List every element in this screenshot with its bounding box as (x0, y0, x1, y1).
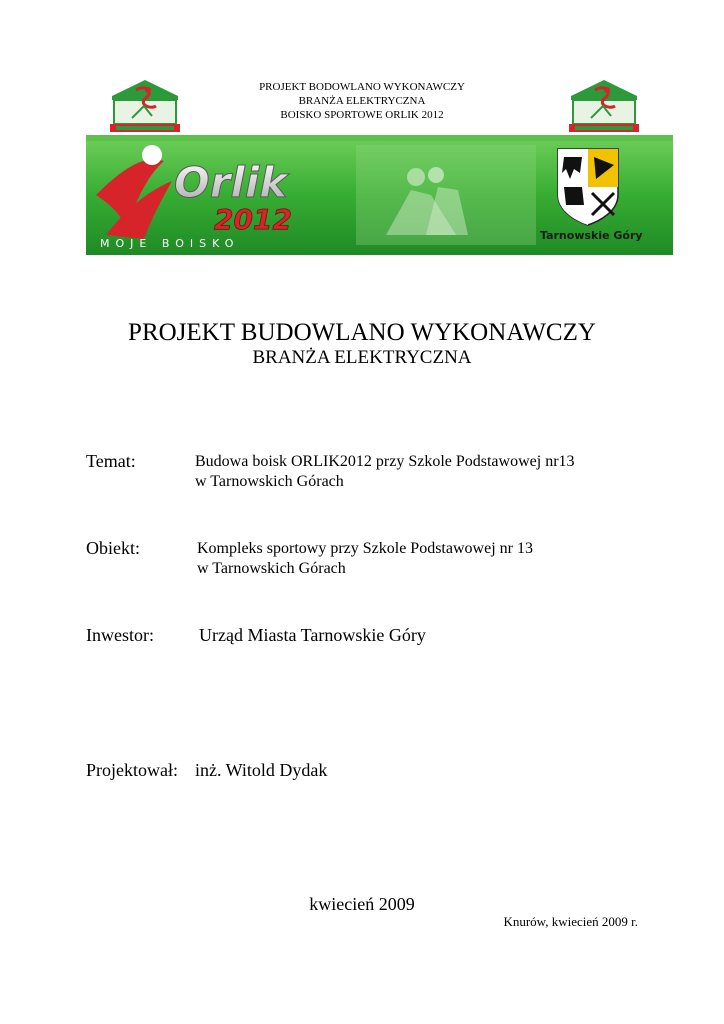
header-line-2: BRANŻA ELEKTRYCZNA (298, 95, 426, 107)
temat-label: Temat: (86, 451, 136, 471)
banner-tagline: MOJE BOISKO (100, 237, 240, 250)
banner-city: Tarnowskie Góry (540, 229, 643, 242)
header-line-1: PROJEKT BODOWLANO WYKONAWCZY (259, 81, 465, 93)
inwestor-value: Urząd Miasta Tarnowskie Góry (199, 625, 426, 645)
document-date: kwiecień 2009 (309, 894, 415, 914)
projektowal-value: inż. Witold Dydak (195, 760, 328, 780)
obiekt-value-line-1: Kompleks sportowy przy Szkole Podstawowej nr 13 (197, 540, 533, 557)
temat-value-line-2: w Tarnowskich Górach (195, 473, 344, 490)
orlik-small-logo-left (106, 78, 184, 136)
temat-value-line-1: Budowa boisk ORLIK2012 przy Szkole Podstawowej nr13 (195, 453, 575, 470)
page-subtitle: BRANŻA ELEKTRYCZNA (252, 347, 472, 368)
banner-year: 2012 (214, 203, 292, 236)
header-line-3: BOISKO SPORTOWE ORLIK 2012 (280, 109, 444, 121)
obiekt-label: Obiekt: (86, 538, 140, 558)
orlik-banner (86, 135, 673, 255)
place-and-date: Knurów, kwiecień 2009 r. (503, 914, 638, 929)
inwestor-label: Inwestor: (86, 625, 154, 645)
projektowal-label: Projektował: (86, 760, 178, 780)
coat-of-arms-icon (558, 149, 618, 225)
orlik-small-logo-right (565, 78, 643, 136)
page-title: PROJEKT BUDOWLANO WYKONAWCZY (128, 319, 596, 346)
banner-brand: Orlik (174, 158, 288, 207)
obiekt-value-line-2: w Tarnowskich Górach (197, 560, 346, 577)
